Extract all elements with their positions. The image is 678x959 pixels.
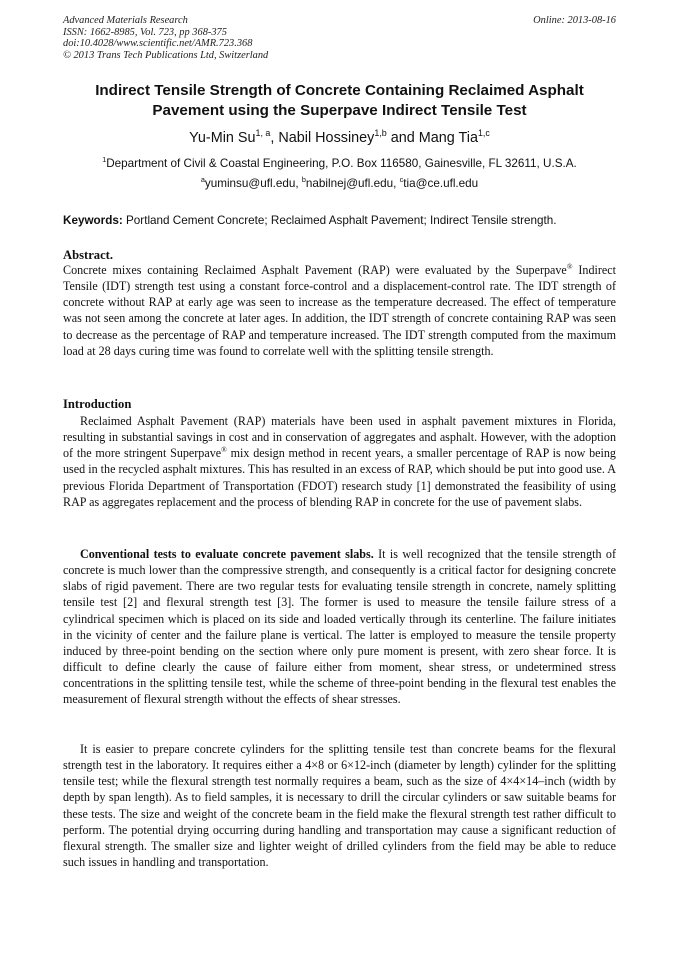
email-mark: a [200, 175, 205, 185]
author-emails [63, 176, 616, 192]
introduction-heading: Introduction [63, 397, 132, 411]
abstract-heading: Abstract. [63, 248, 114, 262]
email-link[interactable]: tia@ce.ufl.edu [403, 177, 479, 190]
affiliation [63, 156, 616, 172]
intro-paragraph-2-text: It is well recognized that the tensile strength of concrete is much lower than the compressive strength, and consequently is a critical factor for designing concrete slabs of rigid pavement. There are two regular tests for evaluating tensile strength in concrete, namely splitting tensile test [2] and flexural strength test [3]. The former is used to measure the tensile failure stress of a cylindrical specimen which is placed on its side and loaded vertically through its centerline. The failure initiates in the vicinity of center and the failure plane is vertical. The latter is employed to measure the tensile property induced by three-point bending on the section where only pure moment is present, with zero shear force. It is difficult to define clearly the cause of failure either from moment, shear stress, or undetermined stress concentrations in the splitting tensile test, while the scheme of three-point bending in the flexural test enables the measurement of flexural strength without the effects of shear stresses. [63, 547, 616, 707]
title-line-2: Pavement using the Superpave Indirect Tensile Test [152, 102, 527, 119]
title-line-1: Indirect Tensile Strength of Concrete Containing Reclaimed Asphalt [95, 82, 584, 99]
intro-paragraph-1-part-2: mix design method in recent years, a smaller percentage of RAP is now being used in the recycled asphalt mixtures. This has resulted in an excess of RAP, which should be put into good use. A previous Florida Department of Transportation (FDOT) research study [1] demonstrated the feasibility of using RAP as aggregates replacement and the process of blending RAP in concrete for the use of pavement slabs. [63, 446, 616, 509]
keywords [63, 213, 616, 229]
journal-name: Advanced Materials Research [63, 15, 188, 26]
keywords-label: Keywords: [63, 214, 123, 227]
author-name: Mang Tia [418, 130, 478, 146]
keywords-text: Portland Cement Concrete; Reclaimed Asphalt Pavement; Indirect Tensile strength. [122, 214, 557, 227]
doi: doi:10.4028/www.scientific.net/AMR.723.368 [63, 38, 253, 50]
email-link[interactable]: yuminsu@ufl.edu [204, 177, 296, 190]
affiliation-mark: 1 [102, 155, 107, 165]
intro-paragraph-1-part-1: Reclaimed Asphalt Pavement (RAP) materials have been used in asphalt pavement mixtures in Florida, resulting in substantial savings in cost and in conservation of aggregates and asphalt. However, with the adoption of the more stringent Superpave [63, 414, 616, 461]
abstract-text-part-1: Concrete mixes containing Reclaimed Asphalt Pavement (RAP) were evaluated by the Superpave [63, 263, 567, 277]
author-name: Yu-Min Su [189, 130, 256, 146]
author-name: Nabil Hossiney [278, 130, 375, 146]
intro-paragraph-1 [63, 413, 616, 510]
intro-paragraph-2 [63, 546, 616, 708]
author-list [63, 128, 616, 148]
affiliation-text: Department of Civil & Coastal Engineering, P.O. Box 116580, Gainesville, FL 32611, U.S.A. [106, 157, 577, 170]
abstract-text-part-2: Indirect Tensile (IDT) strength test using a constant force-control and a displacement-control rate. The IDT strength of concrete without RAP at early age was seen to increase as the temperature decreased. The effect of temperature was not seen among the concrete at later ages. In addition, the IDT strength of concrete containing RAP was seen to decrease as the percentage of RAP and temperature increased. The IDT strength computed from the maximum load at 28 days curing time was found to correlate well with the splitting tensile strength. [63, 263, 616, 358]
author-separator: , [270, 130, 279, 146]
paper-title [63, 81, 616, 121]
author-separator: and [386, 130, 419, 146]
abstract-text [63, 262, 616, 359]
copyright: © 2013 Trans Tech Publications Ltd, Switzerland [63, 49, 269, 61]
intro-paragraph-3: It is easier to prepare concrete cylinders for the splitting tensile test than concrete beams for the flexural strength test in the laboratory. It requires either a 4×8 or 6×12-inch (diameter by length) cylinder for the splitting tensile test; while the flexural strength test normally requires a beam, such as the size of 4×4×14–inch (width by depth by span length). As to field samples, it is necessary to drill the circular cylinders or saw suitable beams for these tests. The size and weight of the concrete beam in the field make the flexural strength test rather difficult to perform. The potential drying occurring during handling and transportation may cause a significant reduction of flexural strength. The smaller size and lighter weight of drilled cylinders from the field may be able to reduce such issues in handling and transportation. [63, 742, 616, 870]
author-affil-mark: 1,c [477, 128, 490, 139]
email-mark: c [399, 175, 404, 185]
paragraph-lead-heading: Conventional tests to evaluate concrete pavement slabs. [80, 547, 374, 561]
email-separator: , [295, 177, 302, 190]
email-mark: b [301, 175, 306, 185]
registered-mark: ® [566, 261, 573, 271]
issn: ISSN: 1662-8985, Vol. 723, pp 368-375 [63, 26, 227, 38]
email-separator: , [393, 177, 400, 190]
author-affil-mark: 1, a [255, 128, 271, 139]
registered-mark: ® [221, 445, 227, 455]
author-affil-mark: 1,b [374, 128, 387, 139]
journal-header [63, 15, 616, 61]
email-link[interactable]: nabilnej@ufl.edu [305, 177, 394, 190]
online-date: Online: 2013-08-16 [533, 15, 616, 26]
